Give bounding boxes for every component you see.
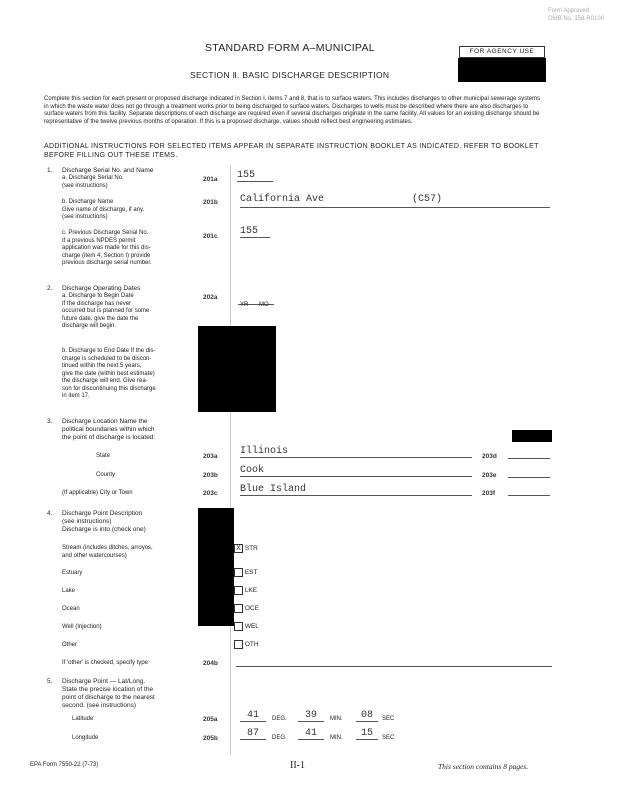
sec-label: SEC: [382, 716, 395, 722]
item-number: 1.: [47, 167, 53, 174]
checkbox[interactable]: X: [234, 544, 243, 553]
option-code: STR: [244, 545, 258, 553]
field-code: 203e: [482, 472, 497, 479]
other-type-field[interactable]: [236, 664, 552, 667]
min-label: MIN.: [330, 735, 343, 741]
field-code: 203c: [203, 490, 218, 497]
latitude-label: Latitude: [72, 716, 94, 722]
field-label: a. Discharge Serial No. (see instructions): [62, 175, 124, 189]
sec-label: SEC: [382, 735, 395, 741]
item-heading: Discharge Serial No. and Name: [62, 167, 154, 174]
option-oce[interactable]: [234, 604, 259, 613]
form-approved-stamp: Form Approved OMB No. 158-R0100: [548, 8, 605, 22]
deg-label: DEG.: [272, 716, 287, 722]
discharge-name-value: California Ave: [240, 194, 325, 205]
code-field[interactable]: [508, 456, 550, 459]
field-code: 204b: [203, 660, 218, 667]
discharge-name-field[interactable]: [240, 194, 550, 208]
code-field[interactable]: [508, 493, 550, 496]
option-label: Lake: [62, 588, 76, 594]
redaction-block: [198, 508, 234, 626]
county-field[interactable]: Cook: [240, 465, 472, 477]
field-code: 201a: [203, 176, 218, 183]
item-heading: Discharge Point — Lat/Long. State the precise location of the point of discharge to the nearest second. (see instructions): [62, 678, 155, 709]
page-count-note: This section contains 8 pages.: [438, 762, 529, 771]
field-code: 201c: [203, 233, 218, 240]
city-field[interactable]: Blue Island: [240, 484, 472, 496]
form-title: STANDARD FORM A–MUNICIPAL: [205, 42, 375, 54]
city-label: (If applicable) City or Town: [62, 490, 133, 496]
latitude-degrees-field[interactable]: 41: [240, 710, 266, 722]
item-number: 3.: [47, 418, 53, 425]
longitude-minutes-field[interactable]: 41: [298, 728, 324, 740]
option-wel[interactable]: [234, 622, 259, 631]
form-number: EPA Form 7550-22 (7-73): [30, 762, 99, 768]
item-heading: Discharge Point Description (see instructions) Discharge is into (check one): [62, 510, 146, 533]
option-code: EST: [244, 569, 258, 577]
option-label: Other: [62, 642, 78, 648]
min-label: MIN.: [330, 716, 343, 722]
option-code: OTH: [244, 641, 259, 649]
previous-serial-field[interactable]: 155: [240, 226, 270, 238]
latitude-minutes-field[interactable]: 39: [298, 710, 324, 722]
year-label: YR: [240, 302, 249, 308]
page-number: II-1: [290, 760, 305, 771]
month-label: MO: [259, 302, 269, 308]
field-label: b. Discharge to End Date If the dis- charge is scheduled to be discon- tinued within the next 5 years, give the date (within best estimate) the discharge will end. Give rea- son for discontinuing this discharge in item 17.: [62, 348, 156, 399]
option-oth[interactable]: [234, 640, 259, 649]
redaction-block: [512, 430, 552, 442]
state-field[interactable]: Illinois: [240, 446, 472, 458]
option-code: WEL: [244, 623, 259, 631]
additional-instructions: ADDITIONAL INSTRUCTIONS FOR SELECTED ITEMS APPEAR IN SEPARATE INSTRUCTION BOOKLET AS INDICATED. REFER TO BOOKLET BEFORE FILLING OUT THESE ITEMS.: [44, 143, 539, 159]
item-heading: Discharge Operating Dates: [62, 285, 141, 292]
redaction-block: [458, 58, 546, 82]
field-code: 203d: [482, 453, 497, 460]
item-heading: Discharge Location Name the political boundaries within which the point of discharge is located:: [62, 418, 156, 441]
option-lke[interactable]: [234, 586, 257, 595]
deg-label: DEG.: [272, 735, 287, 741]
field-code: 203f: [482, 490, 496, 497]
longitude-seconds-field[interactable]: 15: [356, 728, 378, 740]
discharge-name-extra: (C57): [412, 194, 443, 205]
column-rule: [230, 165, 231, 755]
item-number: 2.: [47, 285, 53, 292]
item-number: 5.: [47, 678, 53, 685]
code-field[interactable]: [508, 475, 550, 478]
intro-paragraph: Complete this section for each present or proposed discharge indicated in Section I, items 7 and 8, that is to surface waters. This includes discharges to other municipal sewerage systems in which the waste water does not go through a treatment works prior to being discharged to surface waters. Discharges to wells must be described where there are also discharges to surface waters from this facility. Separate descriptions of each discharge are required even if several discharges originate in the same facility. All values for an existing discharge should be representative of the twelve previous months of operation. If this is a proposed discharge, values should reflect best engineering estimates.: [44, 96, 541, 125]
field-code: 201b: [203, 199, 218, 206]
longitude-label: Longitude: [72, 735, 99, 741]
field-label: c. Previous Discharge Serial No. If a previous NPDES permit application was made for this dis- charge (item 4, Section I) provide previous discharge serial number.: [62, 230, 152, 266]
section-title: SECTION Ⅱ. BASIC DISCHARGE DESCRIPTION: [190, 70, 390, 80]
field-code: 203a: [203, 453, 218, 460]
field-code: 202a: [203, 294, 218, 301]
discharge-serial-field[interactable]: 155: [237, 170, 273, 182]
option-label: Stream (includes ditches, arroyos, and other watercourses): [62, 545, 153, 559]
field-code: 205b: [203, 735, 218, 742]
option-label: Estuary: [62, 570, 83, 576]
option-code: LKE: [244, 587, 258, 595]
agency-use-box: FOR AGENCY USE: [459, 46, 545, 58]
field-code: 205a: [203, 716, 218, 723]
checkbox[interactable]: [234, 586, 243, 595]
other-type-label: If 'other' is checked, specify type: [62, 660, 148, 666]
option-label: Ocean: [62, 606, 80, 612]
option-label: Well (Injection): [62, 624, 102, 630]
checkbox[interactable]: [234, 604, 243, 613]
county-label: County: [96, 472, 116, 478]
state-label: State: [96, 453, 111, 459]
longitude-degrees-field[interactable]: 87: [240, 728, 266, 740]
checkbox[interactable]: [234, 622, 243, 631]
option-code: OCE: [244, 605, 259, 613]
option-str[interactable]: [234, 544, 258, 553]
field-label: b. Discharge Name Give name of discharge, if any. (see instructions): [62, 199, 145, 220]
item-number: 4.: [47, 510, 53, 517]
checkbox[interactable]: [234, 640, 243, 649]
checkbox[interactable]: [234, 568, 243, 577]
latitude-seconds-field[interactable]: 08: [356, 710, 378, 722]
field-label: a. Discharge to Begin Date If the discharge has never occurred but is planned for some future date, give the date the discharge will begin.: [62, 293, 150, 329]
option-est[interactable]: [234, 568, 257, 577]
field-code: 203b: [203, 472, 218, 479]
